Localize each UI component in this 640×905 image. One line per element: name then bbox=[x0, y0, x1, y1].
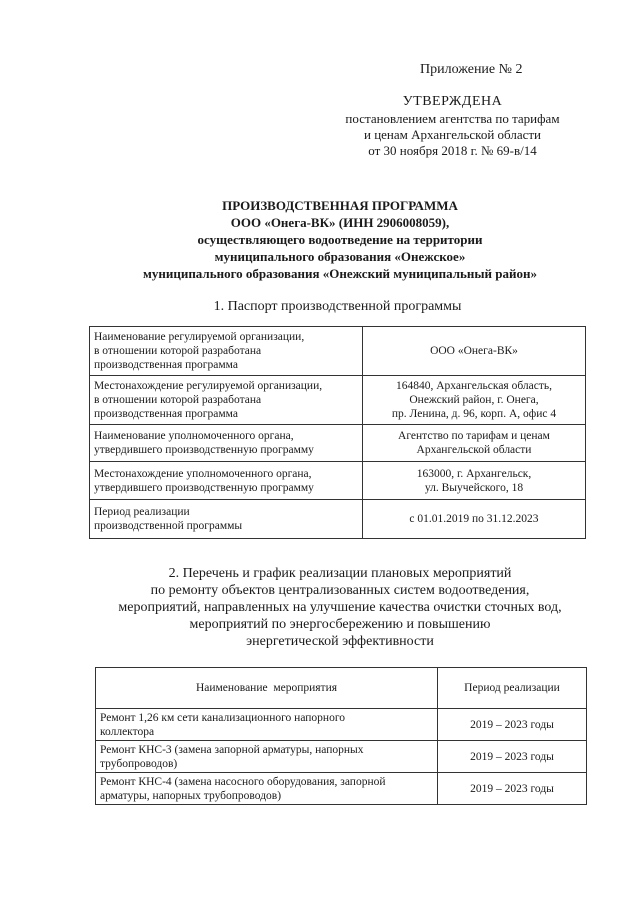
heading-line: энергетической эффективности bbox=[246, 634, 434, 649]
cell-line: ООО «Онега-ВК» bbox=[430, 345, 518, 357]
title-line: ООО «Онега-ВК» (ИНН 2906008059), bbox=[230, 215, 450, 230]
passport-value-cell bbox=[363, 500, 586, 539]
passport-label-cell bbox=[90, 376, 363, 425]
cell-line: 163000, г. Архангельск, bbox=[416, 467, 532, 480]
passport-label-cell bbox=[90, 462, 363, 500]
column-header-period: Период реализации bbox=[438, 668, 587, 709]
cell-line: трубопроводов) bbox=[100, 757, 178, 770]
measure-row bbox=[96, 741, 587, 773]
cell-line: утвердившего производственную программу bbox=[94, 481, 314, 494]
cell-line: Период реализации bbox=[94, 506, 190, 518]
cell-line: Архангельской области bbox=[416, 444, 532, 456]
passport-label-cell bbox=[90, 500, 363, 539]
heading-line: по ремонту объектов централизованных систем водоотведения, bbox=[150, 583, 530, 598]
passport-label-cell bbox=[90, 327, 363, 376]
section1-heading: 1. Паспорт производственной программы bbox=[213, 299, 462, 314]
passport-row bbox=[90, 376, 586, 425]
passport-value-cell bbox=[363, 376, 586, 425]
measure-name-cell bbox=[96, 773, 438, 805]
cell-line: Местонахождение регулируемой организации, bbox=[94, 380, 323, 392]
cell-line: Ремонт КНС-4 (замена насосного оборудования, запорной bbox=[100, 775, 386, 788]
cell-line: Наименование уполномоченного органа, bbox=[94, 430, 294, 442]
measure-row bbox=[96, 709, 587, 741]
title-line: осуществляющего водоотведение на территории bbox=[197, 232, 483, 247]
passport-value-cell bbox=[363, 327, 586, 376]
passport-row bbox=[90, 425, 586, 462]
cell-line: Местонахождение уполномоченного органа, bbox=[94, 467, 312, 480]
passport-table bbox=[89, 326, 586, 539]
cell-line: в отношении которой разработана bbox=[94, 394, 262, 406]
passport-row bbox=[90, 462, 586, 500]
cell-line: в отношении которой разработана bbox=[94, 345, 262, 357]
heading-line: мероприятий по энергосбережению и повышению bbox=[189, 617, 491, 632]
approval-line: постановлением агентства по тарифам bbox=[345, 111, 560, 126]
cell-line: Агентство по тарифам и ценам bbox=[398, 430, 550, 442]
cell-line: Ремонт КНС-3 (замена запорной арматуры, напорных bbox=[100, 743, 364, 756]
cell-line: ул. Выучейского, 18 bbox=[424, 481, 524, 494]
passport-label-cell bbox=[90, 425, 363, 462]
cell-line: Онежский район, г. Онега, bbox=[409, 394, 539, 406]
title-line: ПРОИЗВОДСТВЕННАЯ ПРОГРАММА bbox=[222, 198, 458, 213]
heading-line: мероприятий, направленных на улучшение качества очистки сточных вод, bbox=[118, 600, 562, 615]
cell-line: утвердившего производственную программу bbox=[94, 444, 314, 456]
approval-line: от 30 ноября 2018 г. № 69-в/14 bbox=[368, 143, 537, 158]
approved-heading: УТВЕРЖДЕНА bbox=[402, 94, 503, 109]
measure-row bbox=[96, 773, 587, 805]
cell-line: производственная программа bbox=[94, 408, 238, 420]
cell-line: производственной программы bbox=[94, 520, 243, 532]
measure-period-cell: 2019 – 2023 годы bbox=[438, 709, 587, 741]
heading-line: 2. Перечень и график реализации плановых мероприятий bbox=[168, 566, 512, 581]
passport-value-cell bbox=[363, 425, 586, 462]
passport-value-cell bbox=[363, 462, 586, 500]
cell-line: коллектора bbox=[100, 725, 155, 738]
title-line: муниципального образования «Онежский муниципальный район» bbox=[143, 266, 537, 281]
document-title bbox=[80, 197, 600, 282]
title-line: муниципального образования «Онежское» bbox=[214, 249, 466, 264]
cell-line: Ремонт 1,26 км сети канализационного напорного bbox=[100, 711, 346, 724]
cell-line: 164840, Архангельская область, bbox=[395, 380, 552, 392]
measure-name-cell bbox=[96, 709, 438, 741]
approval-stamp bbox=[320, 94, 585, 159]
passport-row bbox=[90, 500, 586, 539]
section2-heading bbox=[70, 565, 610, 650]
measures-table bbox=[95, 667, 587, 805]
approval-line: и ценам Архангельской области bbox=[363, 127, 542, 142]
column-header-name: Наименование мероприятия bbox=[96, 668, 438, 709]
appendix-label: Приложение № 2 bbox=[420, 62, 523, 77]
cell-line: с 01.01.2019 по 31.12.2023 bbox=[409, 513, 539, 525]
measure-period-cell: 2019 – 2023 годы bbox=[438, 741, 587, 773]
cell-line: пр. Ленина, д. 96, корп. А, офис 4 bbox=[391, 408, 557, 420]
measure-period-cell: 2019 – 2023 годы bbox=[438, 773, 587, 805]
passport-row bbox=[90, 327, 586, 376]
cell-line: Наименование регулируемой организации, bbox=[94, 331, 305, 343]
cell-line: производственная программа bbox=[94, 359, 238, 371]
cell-line: арматуры, напорных трубопроводов) bbox=[100, 789, 282, 802]
measure-name-cell bbox=[96, 741, 438, 773]
measures-header-row bbox=[96, 668, 587, 709]
